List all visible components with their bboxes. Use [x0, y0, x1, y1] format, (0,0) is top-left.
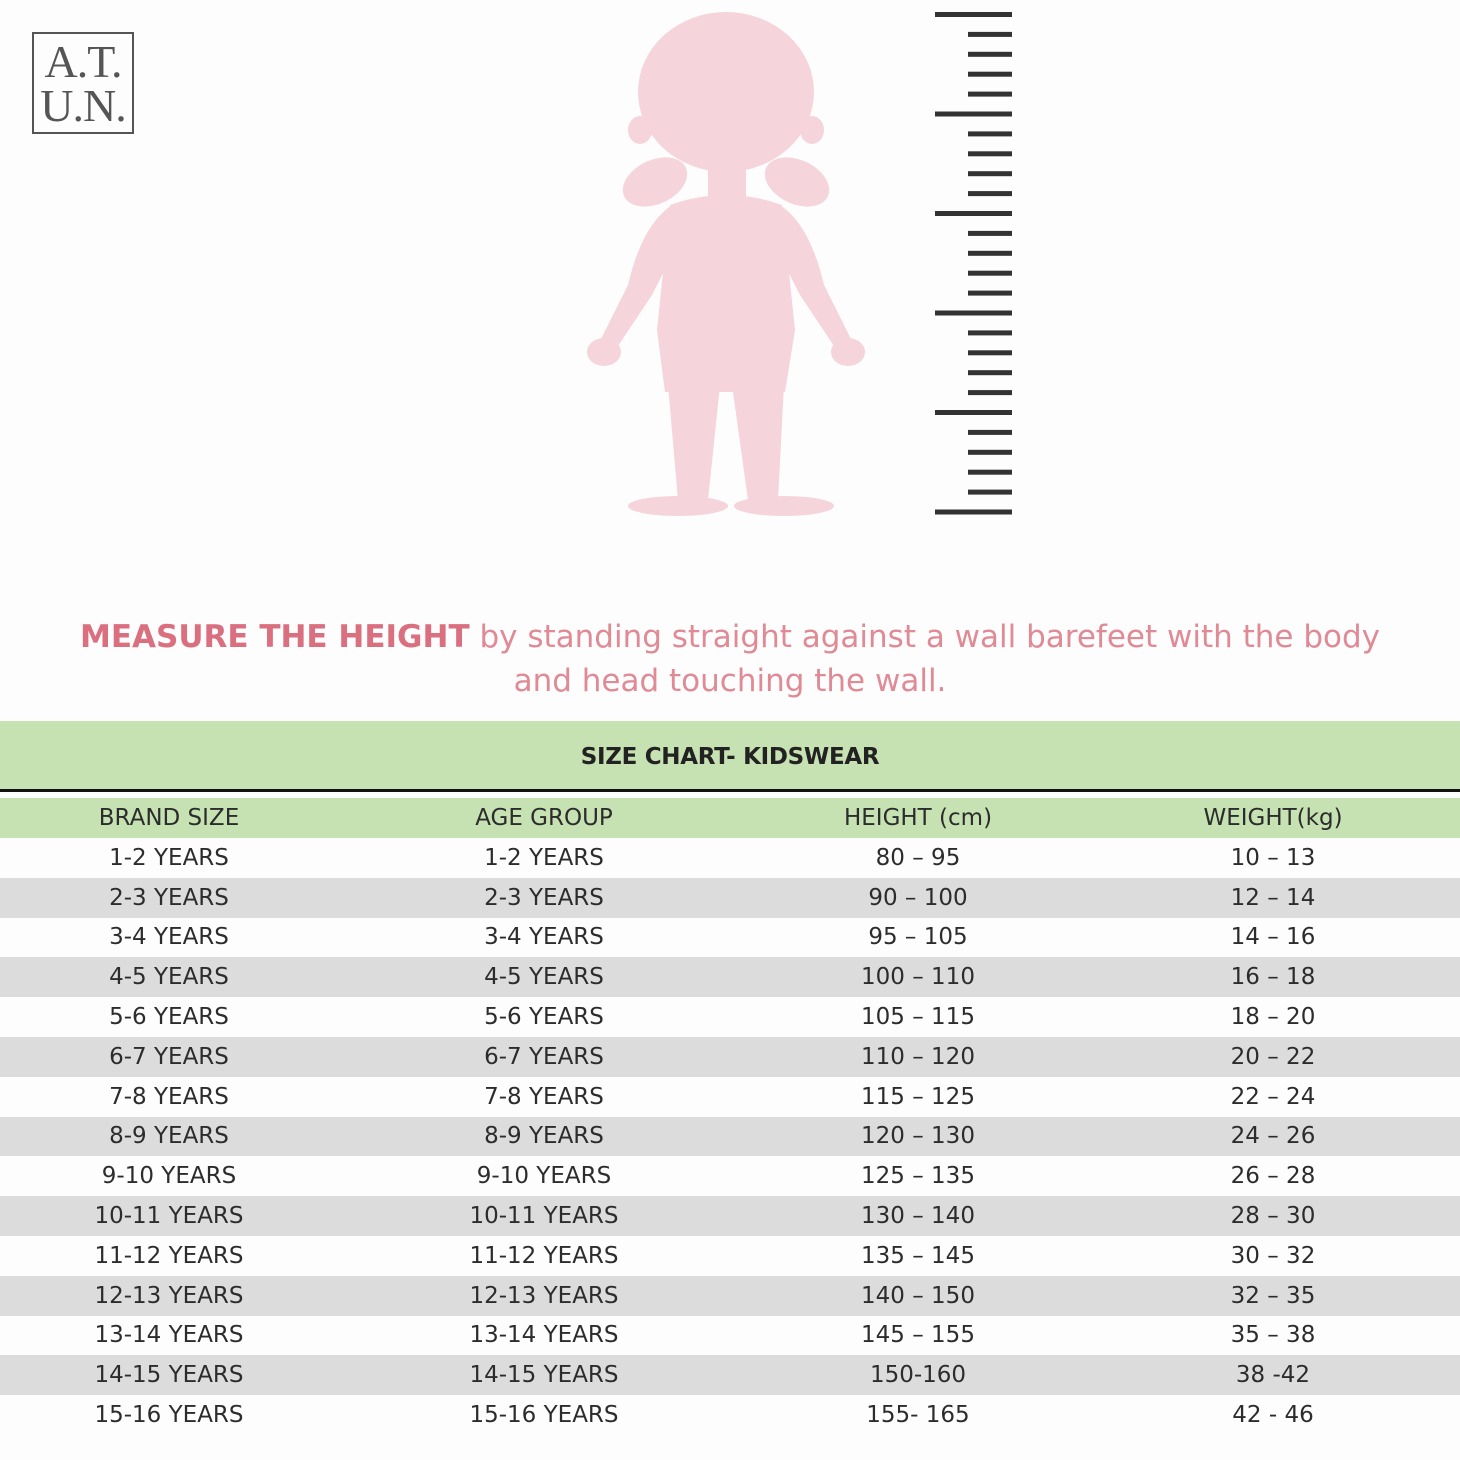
cell-brand-size: 4-5 YEARS [109, 964, 229, 991]
table-row [0, 1395, 1460, 1435]
cell-weight: 42 - 46 [1232, 1402, 1314, 1429]
cell-age-group: 10-11 YEARS [469, 1203, 619, 1230]
ruler-minor-tick [968, 390, 1012, 395]
ruler-major-tick [935, 112, 1012, 117]
ruler-major-tick [935, 311, 1012, 316]
brand-logo [32, 32, 134, 134]
size-chart-title: SIZE CHART- KIDSWEAR [0, 721, 1460, 789]
ruler-minor-tick [968, 231, 1012, 236]
cell-brand-size: 9-10 YEARS [101, 1163, 237, 1190]
table-row [0, 918, 1460, 958]
cell-age-group: 1-2 YEARS [484, 844, 604, 871]
cell-weight: 22 – 24 [1230, 1083, 1316, 1110]
ruler-major-tick [935, 211, 1012, 216]
ruler-minor-tick [968, 370, 1012, 375]
table-row [0, 1117, 1460, 1157]
header-weight: WEIGHT(kg) [1203, 805, 1343, 831]
cell-age-group: 11-12 YEARS [469, 1242, 619, 1269]
cell-brand-size: 13-14 YEARS [94, 1322, 244, 1349]
table-row [0, 957, 1460, 997]
cell-height: 115 – 125 [861, 1083, 975, 1110]
ruler-minor-tick [968, 151, 1012, 156]
cell-weight: 35 – 38 [1230, 1322, 1316, 1349]
ruler-minor-tick [968, 330, 1012, 335]
cell-age-group: 6-7 YEARS [484, 1043, 604, 1070]
ruler-minor-tick [968, 191, 1012, 196]
cell-age-group: 2-3 YEARS [484, 884, 604, 911]
table-row [0, 1316, 1460, 1356]
logo-line-2: U.N. [40, 80, 126, 131]
table-row [0, 1037, 1460, 1077]
cell-height: 105 – 115 [861, 1004, 975, 1031]
cell-height: 130 – 140 [861, 1203, 975, 1230]
table-row [0, 1077, 1460, 1117]
ruler-minor-tick [968, 72, 1012, 77]
cell-weight: 24 – 26 [1230, 1123, 1316, 1150]
table-row [0, 838, 1460, 878]
cell-age-group: 3-4 YEARS [484, 924, 604, 951]
cell-age-group: 5-6 YEARS [484, 1004, 604, 1031]
cell-height: 100 – 110 [861, 964, 975, 991]
header-brand-size: BRAND SIZE [98, 805, 240, 831]
header-height: HEIGHT (cm) [843, 805, 993, 831]
ruler-minor-tick [968, 430, 1012, 435]
cell-weight: 10 – 13 [1230, 844, 1316, 871]
ruler-minor-tick [968, 470, 1012, 475]
table-row [0, 1156, 1460, 1196]
cell-brand-size: 5-6 YEARS [109, 1004, 229, 1031]
cell-age-group: 12-13 YEARS [469, 1282, 619, 1309]
cell-age-group: 4-5 YEARS [484, 964, 604, 991]
ruler-minor-tick [968, 131, 1012, 136]
cell-brand-size: 14-15 YEARS [94, 1362, 244, 1389]
cell-weight: 32 – 35 [1230, 1282, 1316, 1309]
cell-age-group: 14-15 YEARS [469, 1362, 619, 1389]
ruler-minor-tick [968, 52, 1012, 57]
ruler-minor-tick [968, 450, 1012, 455]
cell-height: 135 – 145 [861, 1242, 975, 1269]
cell-height: 140 – 150 [861, 1282, 975, 1309]
instructions-lead: MEASURE THE HEIGHT [79, 619, 470, 655]
child-silhouette-illustration [570, 0, 900, 530]
logo-line-1: A.T. [44, 36, 122, 87]
ruler-minor-tick [968, 251, 1012, 256]
cell-weight: 16 – 18 [1230, 964, 1316, 991]
ruler-major-tick [935, 510, 1012, 515]
cell-brand-size: 2-3 YEARS [109, 884, 229, 911]
cell-brand-size: 6-7 YEARS [109, 1043, 229, 1070]
cell-brand-size: 15-16 YEARS [94, 1402, 244, 1429]
cell-age-group: 8-9 YEARS [484, 1123, 604, 1150]
cell-age-group: 9-10 YEARS [476, 1163, 612, 1190]
cell-height: 155- 165 [866, 1402, 970, 1429]
title-divider [0, 789, 1460, 792]
height-ruler-illustration [930, 8, 1020, 523]
cell-height: 110 – 120 [861, 1043, 975, 1070]
table-header-row [0, 798, 1460, 838]
cell-age-group: 13-14 YEARS [469, 1322, 619, 1349]
ruler-minor-tick [968, 92, 1012, 97]
ruler-minor-tick [968, 291, 1012, 296]
table-row [0, 1236, 1460, 1276]
size-chart-table [0, 798, 1460, 1435]
cell-height: 95 – 105 [868, 924, 968, 951]
ruler-minor-tick [968, 490, 1012, 495]
header-age-group: AGE GROUP [475, 805, 613, 831]
cell-weight: 14 – 16 [1230, 924, 1316, 951]
cell-weight: 20 – 22 [1230, 1043, 1316, 1070]
cell-height: 90 – 100 [868, 884, 968, 911]
cell-height: 120 – 130 [861, 1123, 975, 1150]
table-row [0, 1355, 1460, 1395]
cell-age-group: 15-16 YEARS [469, 1402, 619, 1429]
cell-weight: 18 – 20 [1230, 1004, 1316, 1031]
cell-height: 145 – 155 [861, 1322, 975, 1349]
cell-brand-size: 12-13 YEARS [94, 1282, 244, 1309]
table-row [0, 997, 1460, 1037]
cell-height: 80 – 95 [875, 844, 961, 871]
table-row [0, 1276, 1460, 1316]
cell-height: 150-160 [869, 1362, 967, 1389]
ruler-minor-tick [968, 350, 1012, 355]
ruler-major-tick [935, 410, 1012, 415]
cell-brand-size: 10-11 YEARS [94, 1203, 244, 1230]
cell-weight: 38 -42 [1235, 1362, 1311, 1389]
table-row [0, 878, 1460, 918]
cell-brand-size: 7-8 YEARS [109, 1083, 229, 1110]
ruler-major-tick [935, 12, 1012, 17]
ruler-minor-tick [968, 32, 1012, 37]
cell-weight: 12 – 14 [1230, 884, 1316, 911]
cell-weight: 30 – 32 [1230, 1242, 1316, 1269]
instructions-text: by standing straight against a wall barefeet with the body and head touching the wall. [469, 619, 1381, 699]
ruler-minor-tick [968, 171, 1012, 176]
table-row [0, 1196, 1460, 1236]
measure-instructions [60, 615, 1400, 703]
cell-age-group: 7-8 YEARS [484, 1083, 604, 1110]
cell-height: 125 – 135 [861, 1163, 975, 1190]
cell-weight: 26 – 28 [1230, 1163, 1316, 1190]
ruler-minor-tick [968, 271, 1012, 276]
cell-brand-size: 3-4 YEARS [109, 924, 229, 951]
cell-weight: 28 – 30 [1230, 1203, 1316, 1230]
cell-brand-size: 8-9 YEARS [109, 1123, 229, 1150]
cell-brand-size: 1-2 YEARS [109, 844, 229, 871]
cell-brand-size: 11-12 YEARS [94, 1242, 244, 1269]
